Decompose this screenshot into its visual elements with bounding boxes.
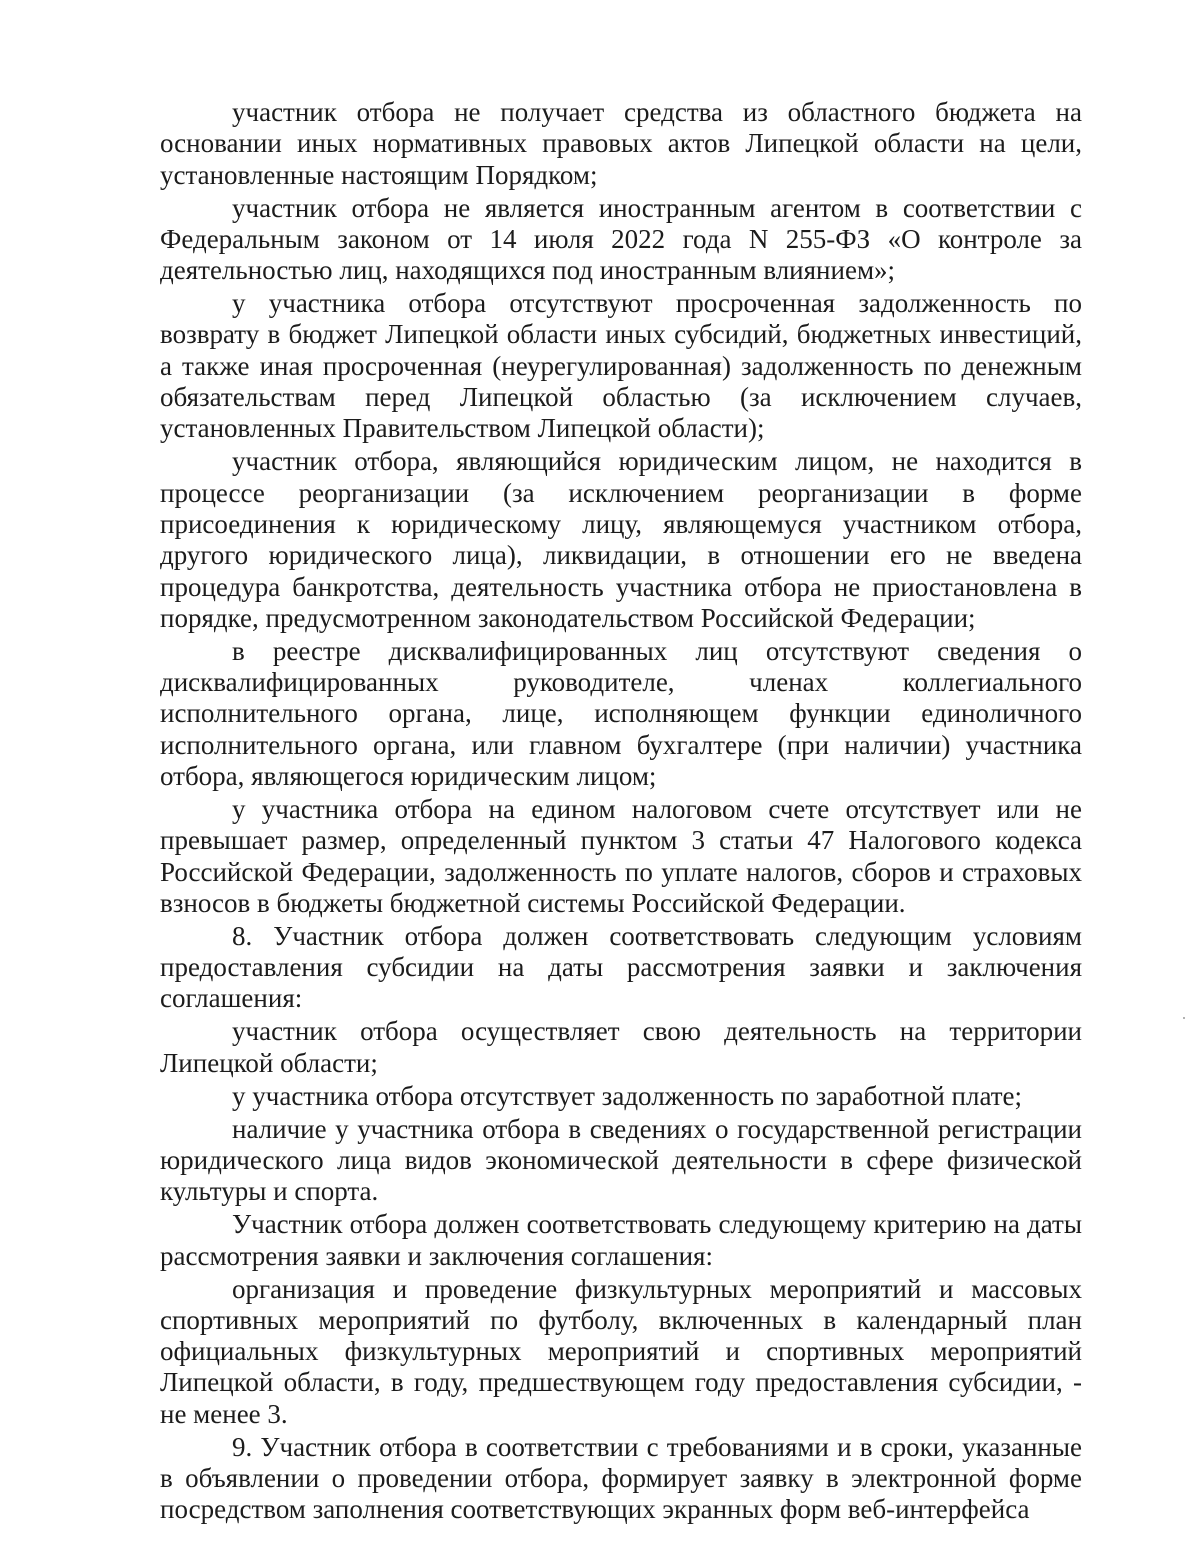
- paragraph-no-reorganization: участник отбора, являющийся юридическим лицом, не находится в процессе реорганизации (за исключением реорганизации в форме присоединения к юридическому лицу, являющемуся участником отбора, другого юридического лица), ликвидации, в отношении его не введена процедура банкротства, деятельность участника отбора не приостановлена в порядке, предусмотренном законодательством Российской Федерации;: [160, 446, 1082, 633]
- paragraph-disqualified-persons-registry: в реестре дисквалифицированных лиц отсутствуют сведения о дисквалифицированных руководителе, членах коллегиального исполнительного органа, лице, исполняющем функции единоличного исполнительного органа, или главном бухгалтере (при наличии) участника отбора, являющегося юридическим лицом;: [160, 635, 1082, 791]
- document-body: [160, 97, 1082, 1527]
- paragraph-activity-territory: участник отбора осуществляет свою деятельность на территории Липецкой области;: [160, 1016, 1082, 1078]
- paragraph-football-events-criterion: организация и проведение физкультурных мероприятий и массовых спортивных мероприятий по футболу, включенных в календарный план официальных физкультурных мероприятий и спортивных мероприятий Липецкой области, в году, предшествующем году предоставления субсидии, - не менее 3.: [160, 1273, 1082, 1429]
- paragraph-tax-account-debt: у участника отбора на едином налоговом счете отсутствует или не превышает размер, определенный пунктом 3 статьи 47 Налогового кодекса Российской Федерации, задолженность по уплате налогов, сборов и страховых взносов в бюджеты бюджетной системы Российской Федерации.: [160, 793, 1082, 918]
- paragraph-activity-types: наличие у участника отбора в сведениях о государственной регистрации юридического лица видов экономической деятельности в сфере физической культуры и спорта.: [160, 1113, 1082, 1207]
- paragraph-no-other-budget-funds: участник отбора не получает средства из областного бюджета на основании иных нормативных правовых актов Липецкой области на цели, установленные настоящим Порядком;: [160, 97, 1082, 190]
- paragraph-criterion-intro: Участник отбора должен соответствовать следующему критерию на даты рассмотрения заявки и заключения соглашения:: [160, 1209, 1082, 1271]
- paragraph-no-wage-debt: у участника отбора отсутствует задолженность по заработной плате;: [232, 1080, 1023, 1111]
- paragraph-not-foreign-agent: участник отбора не является иностранным агентом в соответствии с Федеральным законом от 14 июля 2022 года N 255-ФЗ «О контроле за деятельностью лиц, находящихся под иностранным влиянием»;: [160, 192, 1082, 286]
- paragraph-clause-9: 9. Участник отбора в соответствии с требованиями и в сроки, указанные в объявлении о проведении отбора, формирует заявку в электронной форме посредством заполнения соответствующих экранных форм веб-интерфейса: [160, 1431, 1082, 1525]
- scan-speck: [1183, 1017, 1185, 1019]
- paragraph-clause-8: 8. Участник отбора должен соответствовать следующим условиям предоставления субсидии на даты рассмотрения заявки и заключения соглашения:: [160, 920, 1082, 1014]
- paragraph-no-overdue-debt: у участника отбора отсутствуют просроченная задолженность по возврату в бюджет Липецкой области иных субсидий, бюджетных инвестиций, а также иная просроченная (неурегулированная) задолженность по денежным обязательствам перед Липецкой областью (за исключением случаев, установленных Правительством Липецкой области);: [160, 288, 1082, 444]
